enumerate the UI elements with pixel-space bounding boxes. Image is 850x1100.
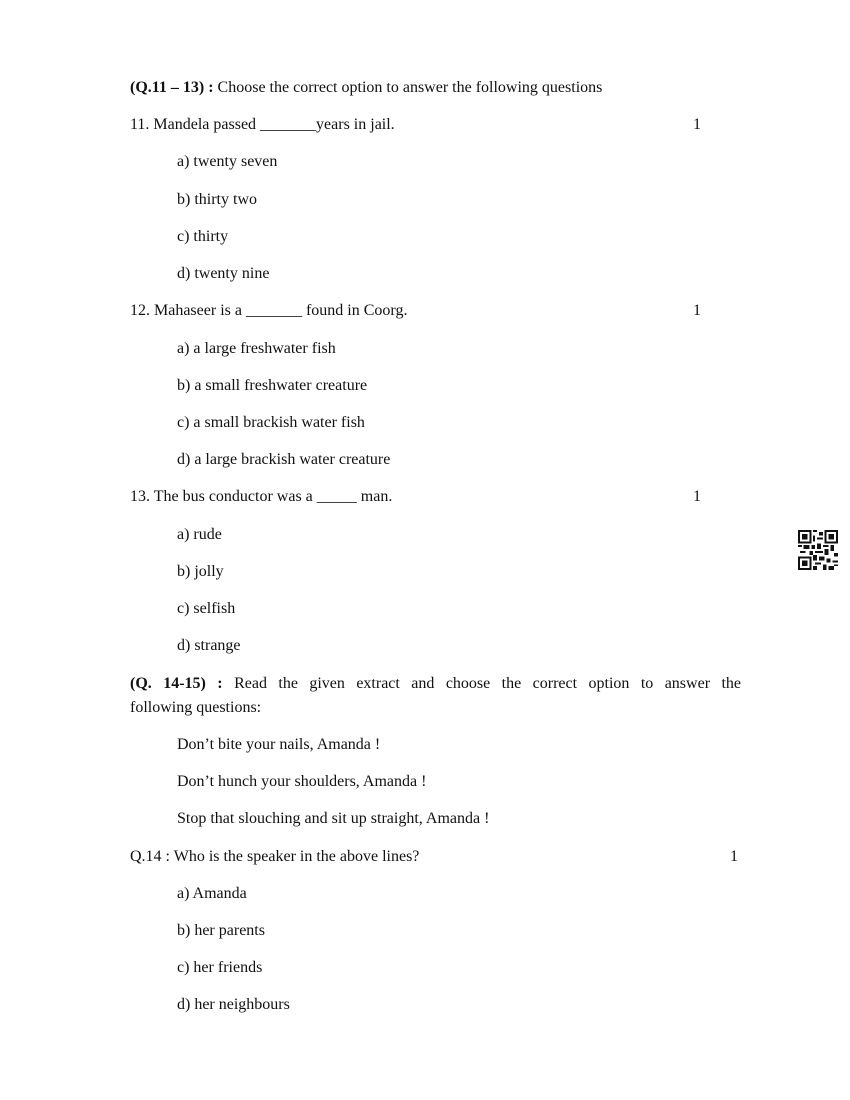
- section-header-11-13: [130, 78, 602, 98]
- extract-line-2: Don’t hunch your shoulders, Amanda !: [177, 773, 427, 790]
- section-instruction-line1: Read the given extract and choose the correct option to answer the: [234, 675, 741, 692]
- section-header-14-15: [130, 672, 741, 696]
- question-14-option-c: c) her friends: [177, 959, 263, 976]
- extract-line-3: Stop that slouching and sit up straight, Amanda !: [177, 810, 490, 827]
- question-12-option-d: d) a large brackish water creature: [177, 451, 391, 468]
- question-11-option-c: c) thirty: [177, 228, 229, 245]
- question-12-option-a: a) a large freshwater fish: [177, 340, 336, 357]
- section-prefix: (Q. 14-15) :: [130, 675, 223, 692]
- question-14-option-b: b) her parents: [177, 922, 265, 939]
- question-13-option-d: d) strange: [177, 637, 241, 654]
- question-13-option-b: b) jolly: [177, 563, 224, 580]
- question-13-option-a: a) rude: [177, 526, 222, 543]
- question-11-option-d: d) twenty nine: [177, 265, 270, 282]
- question-13-option-c: c) selfish: [177, 600, 236, 617]
- question-12-marks: 1: [693, 302, 701, 319]
- question-14-option-d: d) her neighbours: [177, 996, 290, 1013]
- question-14-marks: 1: [730, 848, 738, 865]
- question-14: Q.14 : Who is the speaker in the above lines?: [130, 848, 420, 865]
- question-11-option-b: b) thirty two: [177, 191, 257, 208]
- question-12: 12. Mahaseer is a _______ found in Coorg.: [130, 302, 408, 319]
- question-11-option-a: a) twenty seven: [177, 153, 278, 170]
- section-instruction: Choose the correct option to answer the following questions: [217, 79, 603, 96]
- question-14-option-a: a) Amanda: [177, 885, 247, 902]
- question-11-marks: 1: [693, 116, 701, 133]
- section-instruction-line2: following questions:: [130, 699, 262, 716]
- section-prefix: (Q.11 – 13) :: [130, 79, 214, 96]
- extract-line-1: Don’t bite your nails, Amanda !: [177, 736, 381, 753]
- question-11: 11. Mandela passed _______years in jail.: [130, 116, 395, 133]
- qr-code-icon: [798, 530, 838, 570]
- question-13-marks: 1: [693, 488, 701, 505]
- question-12-option-b: b) a small freshwater creature: [177, 377, 368, 394]
- question-13: 13. The bus conductor was a _____ man.: [130, 488, 393, 505]
- question-12-option-c: c) a small brackish water fish: [177, 414, 365, 431]
